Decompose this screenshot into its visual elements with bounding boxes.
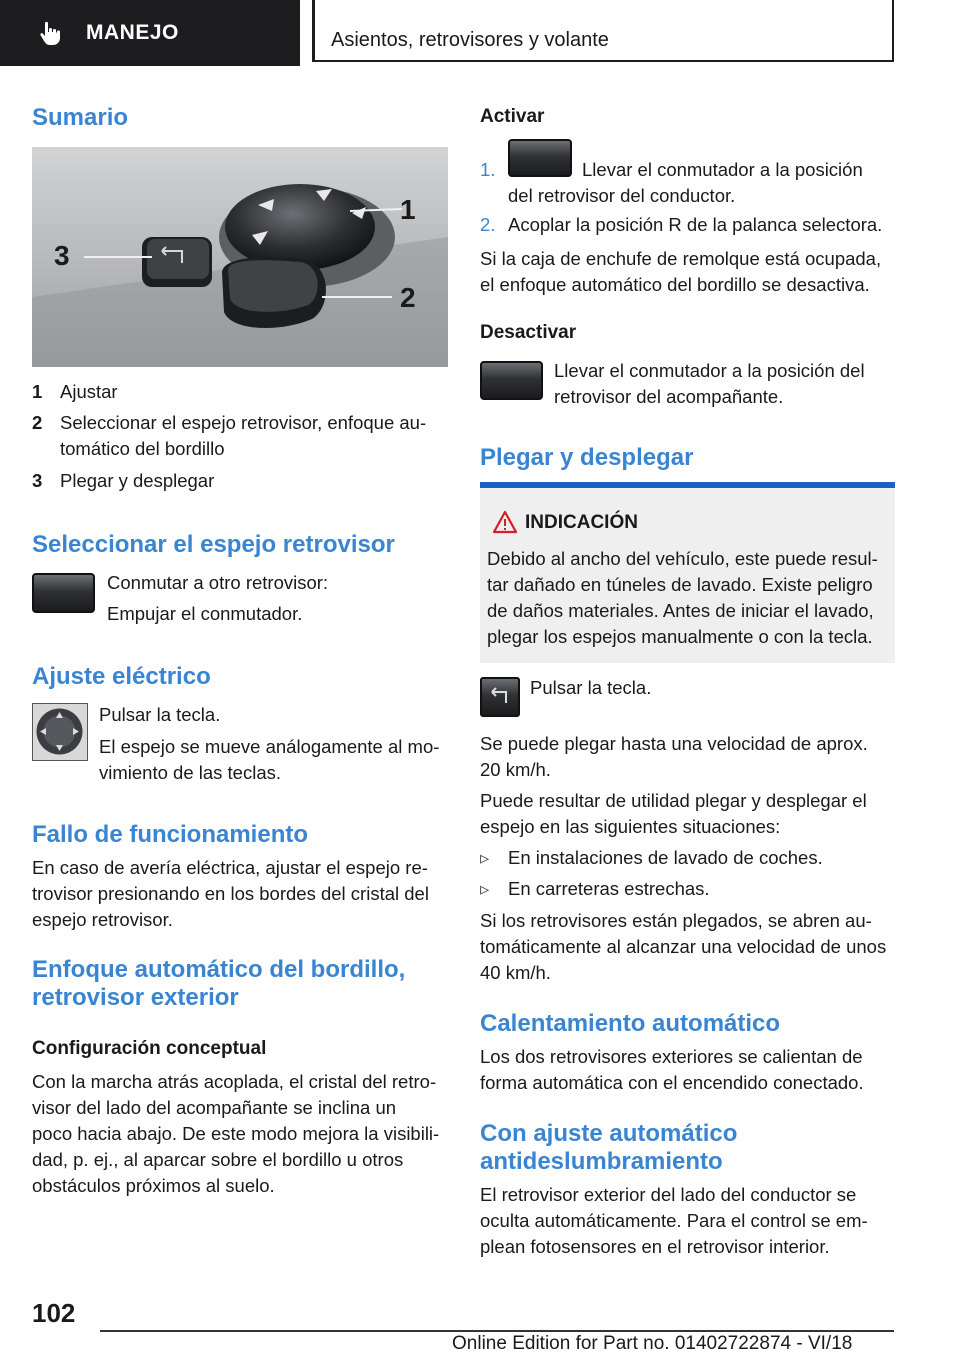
deactivate-line-1: Llevar el conmutador a la posición del	[554, 360, 865, 381]
warning-triangle-icon	[492, 510, 518, 534]
concept-line-1: Con la marcha atrás acoplada, el cristal del retro-	[32, 1071, 437, 1092]
figure-label-2: 2	[400, 282, 416, 313]
press-key-text: Pulsar la tecla.	[530, 677, 652, 698]
speed-line-1: Se puede plegar hasta una velocidad de aprox.	[480, 733, 868, 754]
electric-adjust-heading: Ajuste eléctrico	[32, 663, 211, 690]
chapter-tab	[312, 0, 894, 62]
triangle-bullet-icon: ▹	[480, 847, 490, 868]
select-text-1: Conmutar a otro retrovisor:	[107, 572, 329, 593]
notice-line-2: tar dañado en túneles de lavado. Existe peligro	[487, 574, 873, 595]
select-text-2: Empujar el conmutador.	[107, 603, 303, 624]
legend-item-3: 3 Plegar y desplegar	[32, 470, 215, 491]
failure-heading: Fallo de funcionamiento	[32, 821, 309, 848]
heating-line-1: Los dos retrovisores exteriores se calientan de	[480, 1046, 863, 1067]
curb-heading-line-2: retrovisor exterior	[32, 984, 239, 1011]
concept-line-4: dad, p. ej., al aparcar sobre el bordillo u otros	[32, 1149, 404, 1170]
section-tab	[0, 0, 300, 66]
page-header	[0, 0, 960, 66]
concept-line-3: poco hacia abajo. De este modo mejora la visibili-	[32, 1123, 440, 1144]
notice-line-4: plegar los espejos manualmente o con la tecla.	[487, 626, 873, 647]
bullet-item-2: ▹ En carreteras estrechas.	[480, 876, 710, 902]
select-mirror-heading: Seleccionar el espejo retrovisor	[32, 531, 395, 558]
notice-box	[480, 482, 895, 663]
deactivate-line-2: retrovisor del acompañante.	[554, 386, 784, 407]
step-1-line-2: del retrovisor del conductor.	[508, 185, 736, 206]
switch-rocker-icon	[32, 573, 95, 613]
sumario-heading: Sumario	[32, 104, 129, 131]
useful-line-2: espejo en las siguientes situaciones:	[480, 816, 781, 837]
step-2-line-1: Acoplar la posición R de la palanca selectora.	[508, 214, 883, 235]
auto-open-line-1: Si los retrovisores están plegados, se abren au-	[480, 910, 872, 931]
speed-line-2: 20 km/h.	[480, 759, 551, 780]
triangle-bullet-icon: ▹	[480, 878, 490, 899]
page-number: 102	[32, 1298, 76, 1328]
trailer-line-2: el enfoque automático del bordillo se desactiva.	[480, 274, 870, 295]
concept-line-5: obstáculos próximos al suelo.	[32, 1175, 275, 1196]
footer-divider	[100, 1330, 894, 1332]
legend-item-1: 1 Ajustar	[32, 381, 118, 402]
failure-line-3: espejo retrovisor.	[32, 909, 173, 930]
heating-line-2: forma automática con el encendido conectado.	[480, 1072, 864, 1093]
auto-open-line-2: tomáticamente al alcanzar una velocidad de unos	[480, 936, 887, 957]
dimming-line-3: plean fotosensores en el retrovisor interior.	[480, 1236, 830, 1257]
notice-title: INDICACIÓN	[525, 512, 638, 533]
fold-key-icon	[480, 677, 520, 717]
mirror-control-photo	[32, 147, 448, 367]
failure-line-1: En caso de avería eléctrica, ajustar el espejo re-	[32, 857, 428, 878]
electric-text-2b: vimiento de las teclas.	[99, 762, 282, 783]
mirror-switch-illustration	[32, 147, 448, 367]
bullet-item-1: ▹ En instalaciones de lavado de coches.	[480, 845, 823, 871]
hand-pointer-icon	[36, 19, 64, 47]
dimming-heading-line-2: antideslumbramiento	[480, 1148, 723, 1175]
dimming-line-1: El retrovisor exterior del lado del conductor se	[480, 1184, 857, 1205]
deactivate-heading: Desactivar	[480, 322, 577, 343]
edition-text: Online Edition for Part no. 01402722874 - VI/18	[452, 1333, 853, 1354]
step-1-number: 1.	[480, 159, 496, 180]
figure-label-1: 1	[400, 194, 416, 225]
curb-heading-line-1: Enfoque automático del bordillo,	[32, 956, 406, 983]
chapter-label: Asientos, retrovisores y volante	[331, 29, 609, 51]
dimming-heading-line-1: Con ajuste automático	[480, 1120, 738, 1147]
electric-text-2a: El espejo se mueve análogamente al mo-	[99, 736, 440, 757]
concept-heading: Configuración conceptual	[32, 1038, 267, 1059]
switch-driver-icon	[508, 139, 572, 177]
concept-line-2: visor del lado del acompañante se inclina un	[32, 1097, 397, 1118]
auto-open-line-3: 40 km/h.	[480, 962, 551, 983]
activate-heading: Activar	[480, 106, 545, 127]
step-2-number: 2.	[480, 214, 496, 235]
step-1-line-1: Llevar el conmutador a la posición	[582, 159, 863, 180]
trailer-line-1: Si la caja de enchufe de remolque está ocupada,	[480, 248, 882, 269]
legend-item-2: 2 Seleccionar el espejo retrovisor, enfoque au- tomático del bordillo	[32, 412, 427, 459]
section-label: MANEJO	[86, 21, 179, 44]
heating-heading: Calentamiento automático	[480, 1010, 781, 1037]
dimming-line-2: oculta automáticamente. Para el control se em-	[480, 1210, 868, 1231]
useful-line-1: Puede resultar de utilidad plegar y desplegar el	[480, 790, 867, 811]
switch-passenger-icon	[480, 361, 543, 400]
joystick-icon	[32, 703, 88, 761]
electric-text-1: Pulsar la tecla.	[99, 704, 221, 725]
notice-line-3: de daños materiales. Antes de iniciar el lavado,	[487, 600, 874, 621]
fold-heading: Plegar y desplegar	[480, 444, 694, 471]
notice-line-1: Debido al ancho del vehículo, este puede resul-	[487, 548, 878, 569]
failure-line-2: trovisor presionando en los bordes del cristal del	[32, 883, 429, 904]
figure-label-3: 3	[54, 240, 70, 271]
